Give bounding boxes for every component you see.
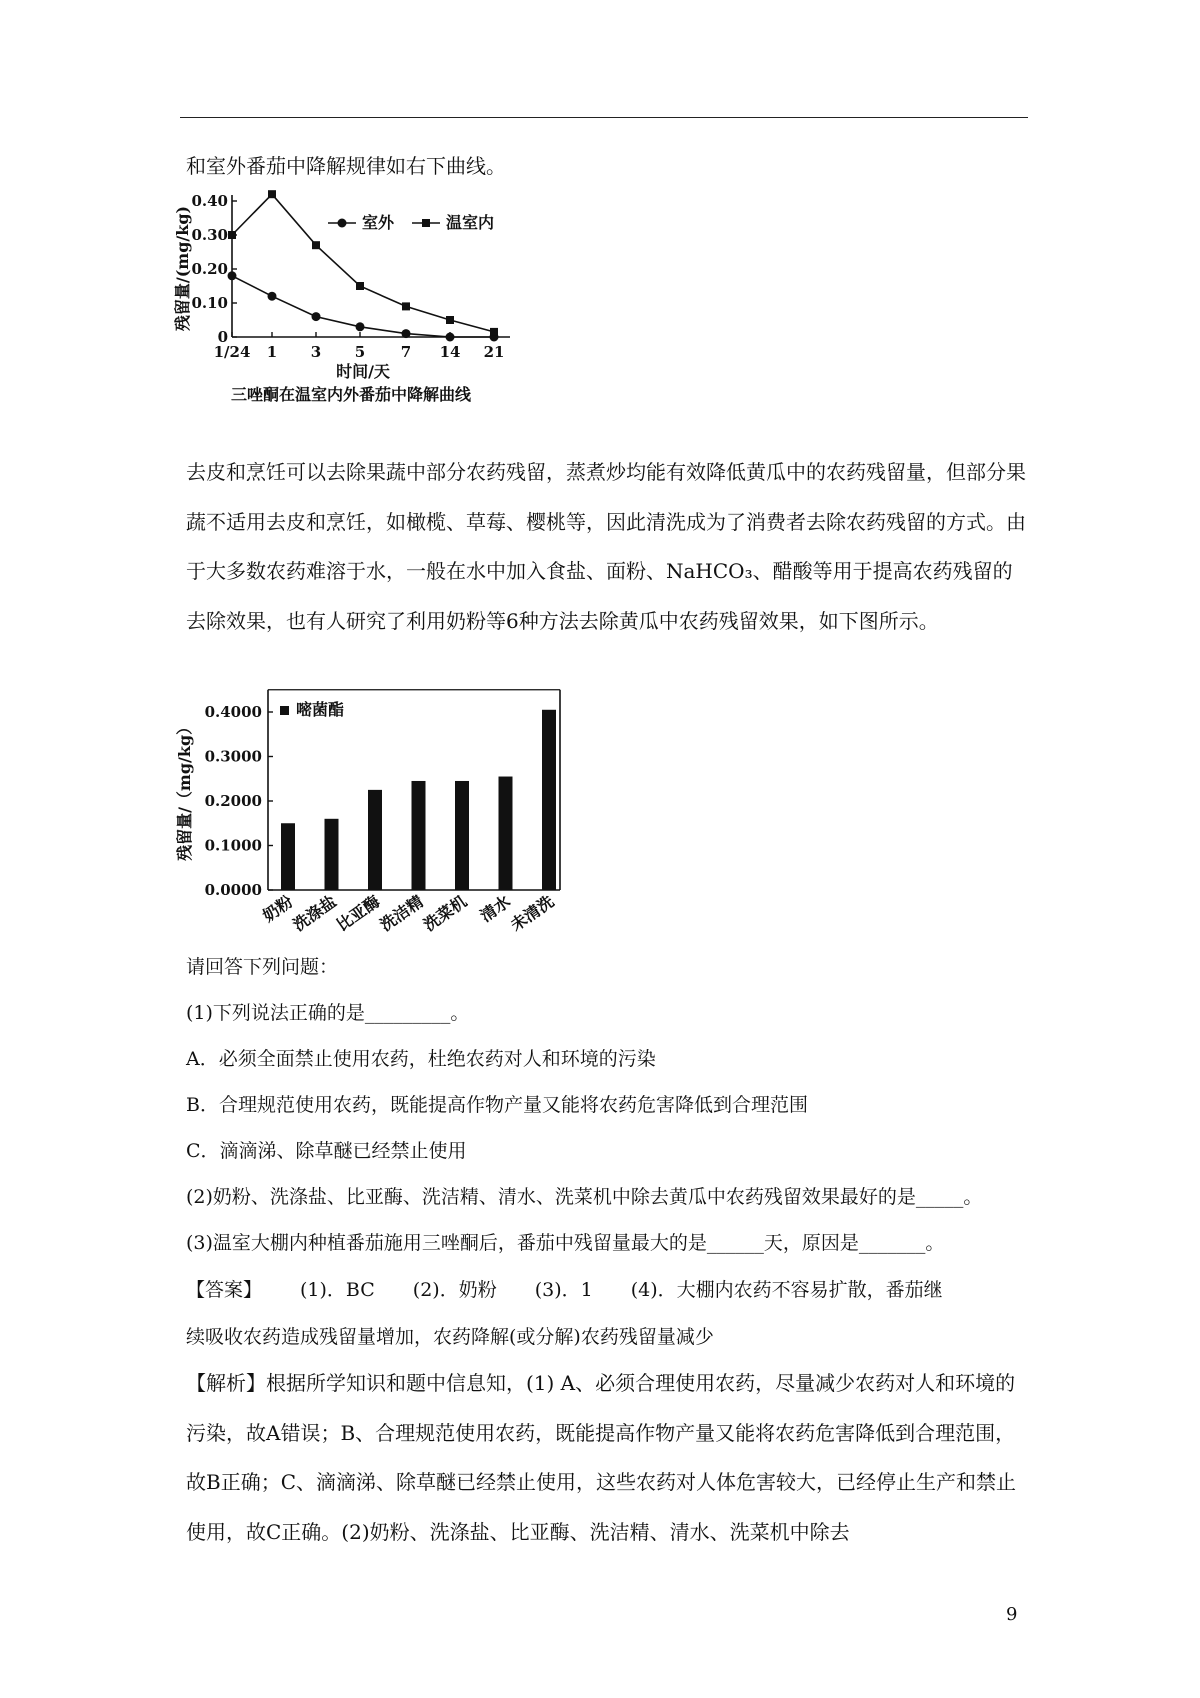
x-tick-label: 奶粉 — [259, 891, 297, 926]
y-axis-label: 残留量/（mg/kg） — [175, 718, 194, 861]
x-tick-label: 洗涤盐 — [289, 891, 340, 935]
answer-3: (3)．1 — [534, 1279, 593, 1301]
x-tick-label: 5 — [354, 343, 366, 361]
y-tick-label: 0.1000 — [204, 836, 262, 855]
questions-prompt: 请回答下列问题： — [186, 956, 339, 978]
answer-line — [186, 1275, 943, 1302]
x-tick-label: 1/24 — [213, 343, 251, 361]
y-tick-label: 0.2000 — [204, 792, 262, 810]
x-tick-label: 洗菜机 — [420, 891, 471, 935]
legend-marker — [280, 706, 289, 715]
question-3: (3)温室大棚内种植番茄施用三唑酮后，番茄中残留量最大的是______天，原因是_______。 — [186, 1232, 945, 1254]
data-point-outdoor — [446, 333, 455, 342]
option-b: B．合理规范使用农药，既能提高作物产量又能将农药危害降低到合理范围 — [186, 1094, 808, 1116]
intro-text: 和室外番茄中降解规律如右下曲线。 — [186, 154, 506, 178]
question-1: (1)下列说法正确的是_________。 — [186, 1002, 470, 1024]
legend-label-greenhouse: 温室内 — [446, 213, 495, 232]
legend-marker-outdoor — [338, 219, 347, 228]
x-tick-label: 21 — [483, 343, 505, 361]
answer-1: (1)．BC — [300, 1279, 375, 1301]
bar-chart — [175, 685, 600, 945]
x-tick-label: 7 — [400, 343, 412, 361]
analysis-paragraph: 【解析】根据所学知识和题中信息知，(1) A、必须合理使用农药，尽量减少农药对人和环境的污染，故A错误；B、合理规范使用农药，既能提高作物产量又能将农药危害降低到合理范围，故B正确；C、滴滴涕、除草醚已经禁止使用，这些农药对人体危害较大，已经停止生产和禁止使用，故C正确。(2)奶粉、洗涤盐、比亚酶、洗洁精、清水、洗菜机中除去 — [186, 1371, 1016, 1544]
bar-6 — [542, 710, 556, 890]
bar-0 — [281, 823, 295, 890]
y-axis-label: 残留量/(mg/kg) — [173, 205, 192, 332]
x-axis-label: 时间/天 — [336, 362, 390, 381]
legend-label: 嘧菌酯 — [296, 700, 345, 719]
option-a: A．必须全面禁止使用农药，杜绝农药对人和环境的污染 — [186, 1048, 656, 1070]
option-c: C．滴滴涕、除草醚已经禁止使用 — [186, 1140, 467, 1162]
data-point-greenhouse — [228, 231, 236, 239]
legend-marker-greenhouse — [422, 219, 430, 227]
data-point-greenhouse — [312, 241, 320, 249]
answer-continuation: 续吸收农药造成残留量增加，农药降解(或分解)农药残留量减少 — [186, 1326, 714, 1348]
x-tick-label: 3 — [310, 343, 322, 361]
data-point-outdoor — [228, 271, 237, 280]
header-rule — [180, 117, 1028, 118]
y-tick-label: 0.40 — [191, 192, 228, 210]
question-2: (2)奶粉、洗涤盐、比亚酶、洗洁精、清水、洗菜机中除去黄瓜中农药残留效果最好的是_____。 — [186, 1186, 983, 1208]
bar-3 — [412, 781, 426, 890]
answer-2: (2)．奶粉 — [412, 1279, 497, 1301]
answer-4: (4)．大棚内农药不容易扩散，番茄继 — [630, 1279, 943, 1301]
x-tick-label: 洗洁精 — [376, 891, 427, 935]
data-point-greenhouse — [490, 328, 498, 336]
data-point-outdoor — [402, 329, 411, 338]
data-point-greenhouse — [268, 190, 276, 198]
y-tick-label: 0.3000 — [204, 747, 262, 766]
x-tick-label: 14 — [439, 343, 461, 361]
data-point-greenhouse — [356, 282, 364, 290]
answer-tag: 【答案】 — [186, 1279, 263, 1301]
data-point-outdoor — [268, 292, 277, 301]
data-point-outdoor — [356, 322, 365, 331]
y-tick-label: 0.10 — [191, 294, 228, 312]
y-tick-label: 0.0000 — [204, 881, 262, 899]
data-point-greenhouse — [446, 316, 454, 324]
data-point-greenhouse — [402, 302, 410, 310]
page-number: 9 — [1006, 1604, 1018, 1625]
x-tick-label: 清水 — [476, 891, 514, 926]
y-tick-label: 0.30 — [191, 226, 228, 244]
y-tick-label: 0.20 — [191, 260, 228, 278]
bar-2 — [368, 790, 382, 890]
bar-1 — [325, 819, 339, 890]
x-tick-label: 1 — [266, 343, 278, 361]
chart-caption: 三唑酮在温室内外番茄中降解曲线 — [230, 385, 472, 404]
x-tick-label: 比亚酶 — [333, 891, 384, 935]
y-tick-label: 0 — [217, 328, 228, 346]
legend-label-outdoor: 室外 — [362, 213, 395, 232]
x-tick-label: 未清洗 — [507, 891, 558, 935]
bar-4 — [455, 781, 469, 890]
y-tick-label: 0.4000 — [204, 703, 262, 721]
line-chart — [173, 192, 560, 445]
paragraph-cleaning: 去皮和烹饪可以去除果蔬中部分农药残留，蒸煮炒均能有效降低黄瓜中的农药残留量，但部分果蔬不适用去皮和烹饪，如橄榄、草莓、樱桃等，因此清洗成为了消费者去除农药残留的方式。由于大多数农药难溶于水，一般在水中加入食盐、面粉、NaHCO₃、醋酸等用于提高农药残留的去除效果，也有人研究了利用奶粉等6种方法去除黄瓜中农药残留效果，如下图所示。 — [186, 460, 1026, 633]
data-point-outdoor — [312, 312, 321, 321]
bar-5 — [499, 777, 513, 890]
